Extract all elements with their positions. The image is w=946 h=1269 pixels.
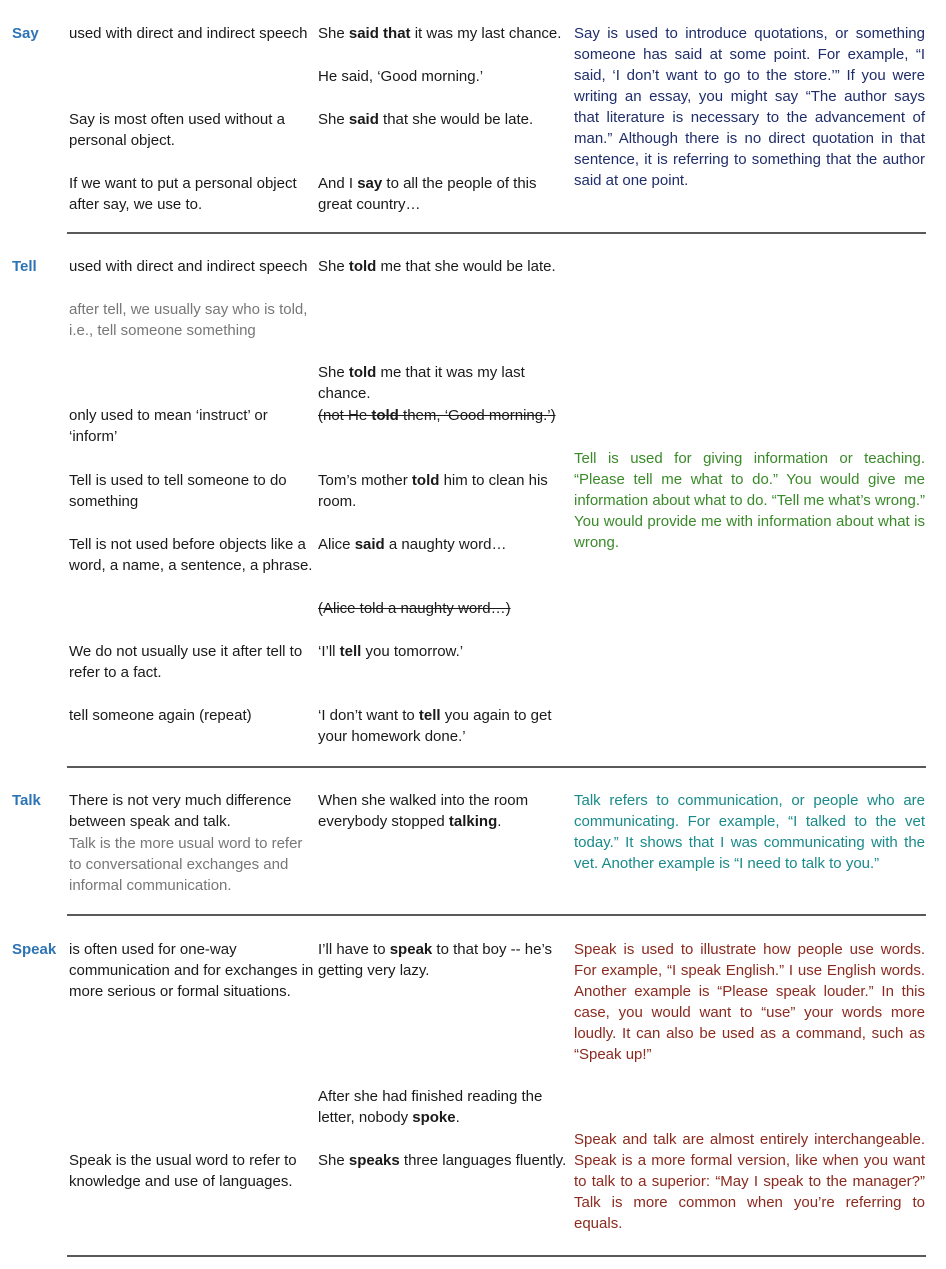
section-word-speak: Speak [12,941,57,958]
speak-note-2: Speak is the usual word to refer to knowledge and use of languages. [69,1152,297,1190]
tell-example-8: ‘I don’t want to tell you again to get your homework done.’ [318,707,552,745]
tell-note-4: Tell is used to tell someone to do something [69,472,287,510]
speak-note-1: is often used for one-way communication and for exchanges in more serious or formal situations. [69,941,314,1000]
speak-example-2: After she had finished reading the letter, nobody spoke. [318,1088,543,1126]
speak-explanation-2: Speak and talk are almost entirely interchangeable. Speak is a more formal version, like when you want to talk to a superior: “May I speak to the manager?” Talk is more common when you’re referring to equals. [574,1131,925,1232]
section-word-say: Say [12,25,39,42]
tell-example-2: She told me that it was my last chance. [318,364,525,402]
say-note-1: used with direct and indirect speech [69,25,308,42]
speak-example-3: She speaks three languages fluently. [318,1152,567,1169]
section-divider [67,232,926,234]
speak-explanation: Speak is used to illustrate how people use words. For example, “I speak English.” I use English words. Another example is “Please speak louder.” In this case, you would want to “use” your words more loudly. It can also be used as a command, such as “Speak up!” [574,941,925,1063]
section-divider [67,1255,926,1257]
say-example-4: And I say to all the people of this great country… [318,175,537,213]
tell-note-2: after tell, we usually say who is told, i.e., tell someone something [69,301,308,339]
say-example-2: He said, ‘Good morning.’ [318,68,484,85]
talk-explanation: Talk refers to communication, or people who are communicating. For example, “I talked to the vet today.” It shows that I was communicating with the vet. Another example is “I need to talk to you.” [574,792,925,872]
tell-example-7: ‘I’ll tell you tomorrow.’ [318,643,464,660]
talk-note-2: Talk is the more usual word to refer to conversational exchanges and informal communication. [69,835,303,894]
tell-example-6-incorrect: (Alice told a naughty word…) [318,600,511,617]
talk-example-1: When she walked into the room everybody stopped talking. [318,792,529,830]
section-word-tell: Tell [12,258,37,275]
tell-note-6: We do not usually use it after tell to refer to a fact. [69,643,303,681]
tell-note-3: only used to mean ‘instruct’ or ‘inform’ [69,407,268,445]
tell-explanation: Tell is used for giving information or teaching. “Please tell me what to do.” You would give me information about what to do. “Tell me what’s wrong.” You would provide me with information about what is wrong. [574,450,925,551]
section-divider [67,766,926,768]
say-note-2: Say is most often used without a personal object. [69,111,285,149]
talk-note-1: There is not very much difference between speak and talk. [69,792,292,830]
tell-note-5: Tell is not used before objects like a word, a name, a sentence, a phrase. [69,536,313,574]
say-example-1: She said that it was my last chance. [318,25,562,42]
say-example-3: She said that she would be late. [318,111,534,128]
tell-example-1: She told me that she would be late. [318,258,556,275]
say-note-3: If we want to put a personal object after say, we use to. [69,175,297,213]
speak-example-1: I’ll have to speak to that boy -- he’s getting very lazy. [318,941,553,979]
tell-example-5: Alice said a naughty word… [318,536,507,553]
tell-note-7: tell someone again (repeat) [69,707,252,724]
tell-example-4: Tom’s mother told him to clean his room. [318,472,548,510]
say-explanation: Say is used to introduce quotations, or something someone has said at some point. For example, “I said, ‘I don’t want to go to the store.’” If you were writing an essay, you might say “The author says that literature is necessary to the advancement of man.” Although there is no direct quotation in that sentence, it is referring to something that the author said at one point. [574,25,925,189]
section-word-talk: Talk [12,792,41,809]
section-divider [67,914,926,916]
tell-example-3-incorrect: (not He told them, ‘Good morning.’) [318,407,556,424]
tell-note-1: used with direct and indirect speech [69,258,308,275]
